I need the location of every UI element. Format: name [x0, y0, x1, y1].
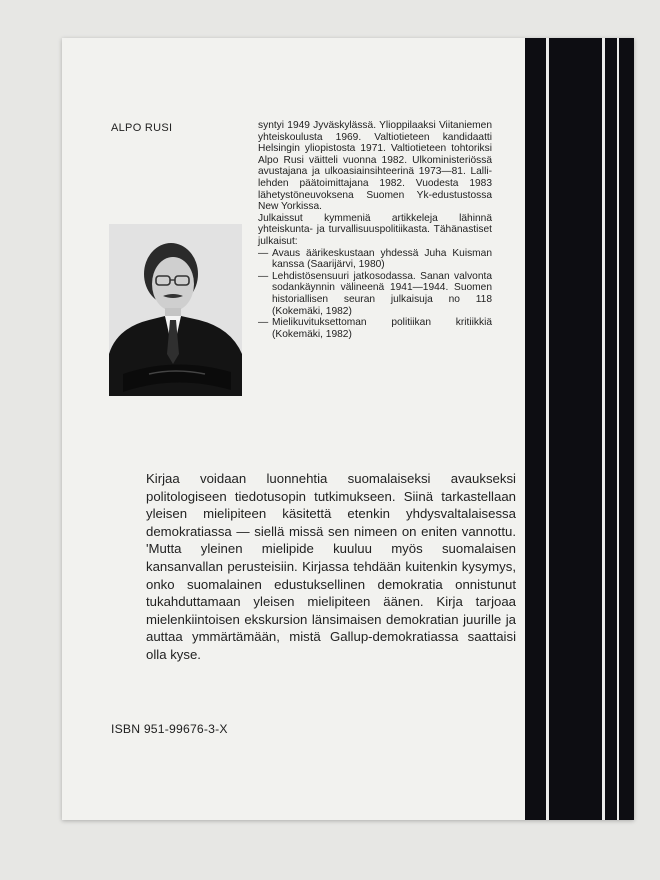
publication-list — [258, 248, 492, 341]
spine-stripe — [617, 38, 619, 820]
articles-text: Julkaissut kymmeniä artikkeleja lähinnä yhteiskunta- ja turvallisuuspolitiikasta. Tähänastiset julkaisut: — [258, 212, 492, 247]
publication-item: — Lehdistösensuuri jatkosodassa. Sanan valvonta sodankäynnin välineenä 1941—1944. Suomen historiallisen seuran julkaisuja no 118 (Kokemäki, 1982) — [258, 271, 492, 317]
author-portrait-image — [109, 224, 242, 396]
isbn: ISBN 951-99676-3-X — [111, 722, 228, 736]
publication-item: — Avaus äärikeskustaan yhdessä Juha Kuisman kanssa (Saarijärvi, 1980) — [258, 248, 492, 271]
book-back-cover — [62, 38, 634, 820]
spine-stripe — [602, 38, 605, 820]
author-bio — [258, 120, 492, 340]
author-photo — [109, 224, 242, 396]
author-name: ALPO RUSI — [111, 122, 173, 134]
spine-stripe — [546, 38, 549, 820]
bio-text: syntyi 1949 Jyväskylässä. Ylioppilaaksi Viitaniemen yhteiskoulusta 1969. Valtiotieteen kandidaatti Helsingin yliopistosta 1971. Valtiotieteen tohtoriksi Alpo Rusi väitteli vuonna 1982. Ulkoministeriössä avustajana ja ulkoasiainsihteerinä 1973—81. Lalli-lehden päätoimittajana 1982. Vuodesta 1983 lähetystöneuvoksena Suomen Yk-edustustossa New Yorkissa. — [258, 120, 492, 213]
publication-item: — Mielikuvituksettoman politiikan kritiikkiä (Kokemäki, 1982) — [258, 317, 492, 340]
book-description: Kirjaa voidaan luonnehtia suomalaiseksi avaukseksi politologiseen tiedotusopin tutkimukseen. Siinä tarkastellaan yleisen mielipiteen käsitettä etenkin yhdysvaltalaisessa demokratiassa — siellä missä sen nimeen on eniten vannottu. 'Mutta yleinen mielipide kuuluu myös suomalaisen kansanvallan perusteisiin. Kirjassa tehdään kuitenkin kysymys, onko suomalainen edustuksellinen demokratia onnistunut tukahduttamaan yleisen mielipiteen äänen. Kirja tarjoaa mielenkiintoisen ekskursion länsimaisen demokratian juurille ja auttaa ymmärtämään, mistä Gallup-demokratiassa saattaisi olla kyse. — [146, 471, 516, 662]
